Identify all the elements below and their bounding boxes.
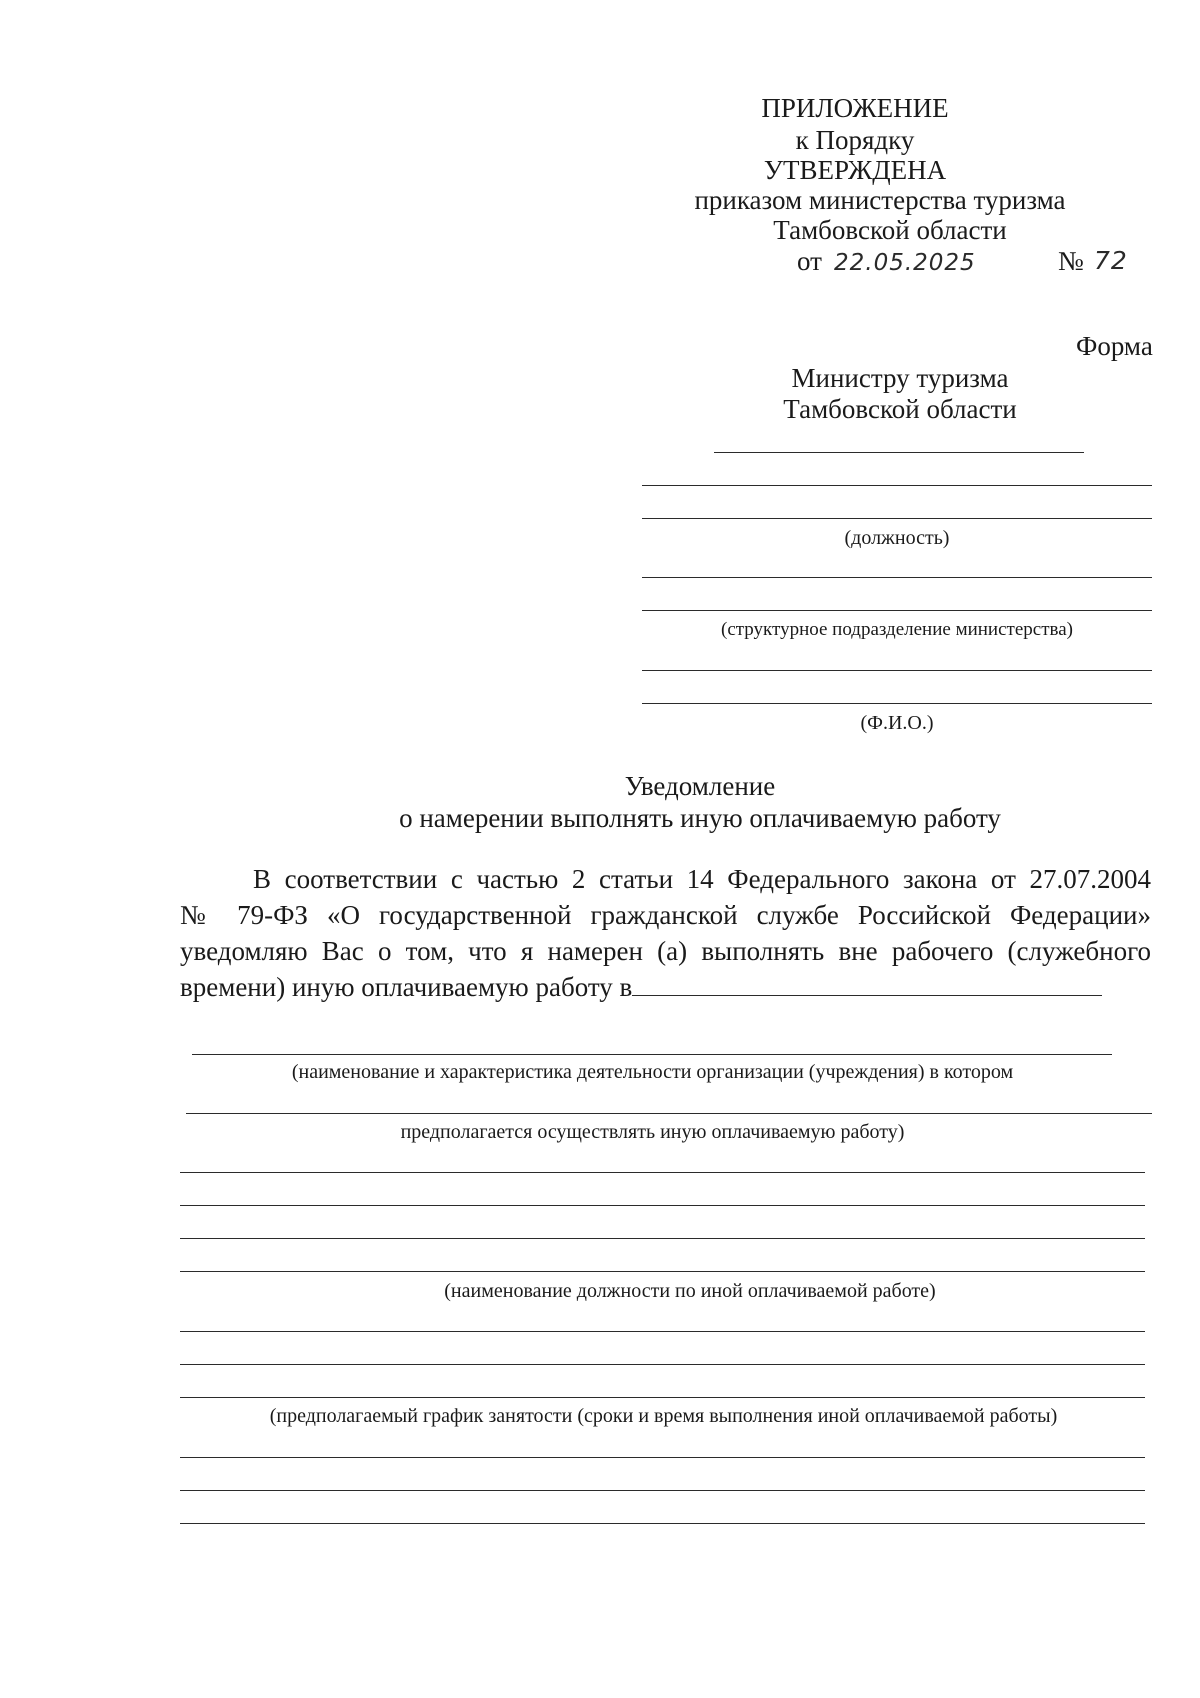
organization-caption-line2: предполагается осуществлять иную оплачиваемую работу) <box>400 1121 905 1143</box>
organization-blank-inline[interactable] <box>632 971 1102 996</box>
body-line-4 <box>180 971 1151 1004</box>
sender-blank-line[interactable] <box>642 485 1152 486</box>
organization-blank-line[interactable] <box>192 1054 1112 1055</box>
approved-heading: УТВЕРЖДЕНА <box>763 155 947 185</box>
number-prefix: № <box>1058 246 1084 276</box>
region-text: Тамбовской области <box>773 215 1007 245</box>
organization-blank-line[interactable] <box>180 1238 1145 1239</box>
addressee-line1: Министру туризма <box>791 363 1009 393</box>
department-blank-line[interactable] <box>642 610 1152 611</box>
schedule-blank-line[interactable] <box>180 1364 1145 1365</box>
notice-subtitle: о намерении выполнять иную оплачиваемую работу <box>399 803 1001 833</box>
schedule-blank-line[interactable] <box>180 1457 1145 1458</box>
job-title-caption: (наименование должности по иной оплачиваемой работе) <box>444 1280 936 1302</box>
fio-blank-line[interactable] <box>642 703 1152 704</box>
order-number: 72 <box>1094 246 1128 275</box>
body-line-1: В соответствии с частью 2 статьи 14 Федерального закона от 27.07.2004 <box>253 864 1151 894</box>
schedule-caption: (предполагаемый график занятости (сроки и время выполнения иной оплачиваемой работы) <box>269 1405 1058 1427</box>
department-blank-line[interactable] <box>642 577 1152 578</box>
schedule-blank-line[interactable] <box>180 1397 1145 1398</box>
schedule-blank-line[interactable] <box>180 1523 1145 1524</box>
department-caption: (структурное подразделение министерства) <box>721 619 1073 640</box>
schedule-blank-line[interactable] <box>180 1490 1145 1491</box>
position-blank-line[interactable] <box>642 518 1152 519</box>
order-date: 22.05.2025 <box>834 250 976 276</box>
job-title-blank-line[interactable] <box>180 1271 1145 1272</box>
schedule-blank-line[interactable] <box>180 1331 1145 1332</box>
organization-blank-line[interactable] <box>180 1172 1145 1173</box>
body-line-3: уведомляю Вас о том, что я намерен (а) выполнять вне рабочего (служебного <box>180 936 1151 966</box>
body-line-4-text: времени) иную оплачиваемую работу в <box>180 972 633 1002</box>
organization-blank-line[interactable] <box>186 1113 1152 1114</box>
to-order-text: к Порядку <box>795 125 915 155</box>
addressee-line2: Тамбовской области <box>783 394 1017 424</box>
notice-title: Уведомление <box>624 771 776 801</box>
organization-blank-line[interactable] <box>180 1205 1145 1206</box>
addressee-blank-line[interactable] <box>714 452 1084 453</box>
position-caption: (должность) <box>844 527 950 549</box>
appendix-heading: ПРИЛОЖЕНИЕ <box>761 93 949 123</box>
fio-caption: (Ф.И.О.) <box>860 712 934 734</box>
fio-blank-line[interactable] <box>642 670 1152 671</box>
date-prefix: от <box>797 246 822 276</box>
form-label: Форма <box>1076 331 1153 361</box>
by-order-text: приказом министерства туризма <box>694 185 1066 215</box>
body-line-2: № 79-ФЗ «О государственной гражданской службе Российской Федерации» <box>180 900 1151 930</box>
organization-caption-line1: (наименование и характеристика деятельности организации (учреждения) в котором <box>291 1061 1014 1083</box>
